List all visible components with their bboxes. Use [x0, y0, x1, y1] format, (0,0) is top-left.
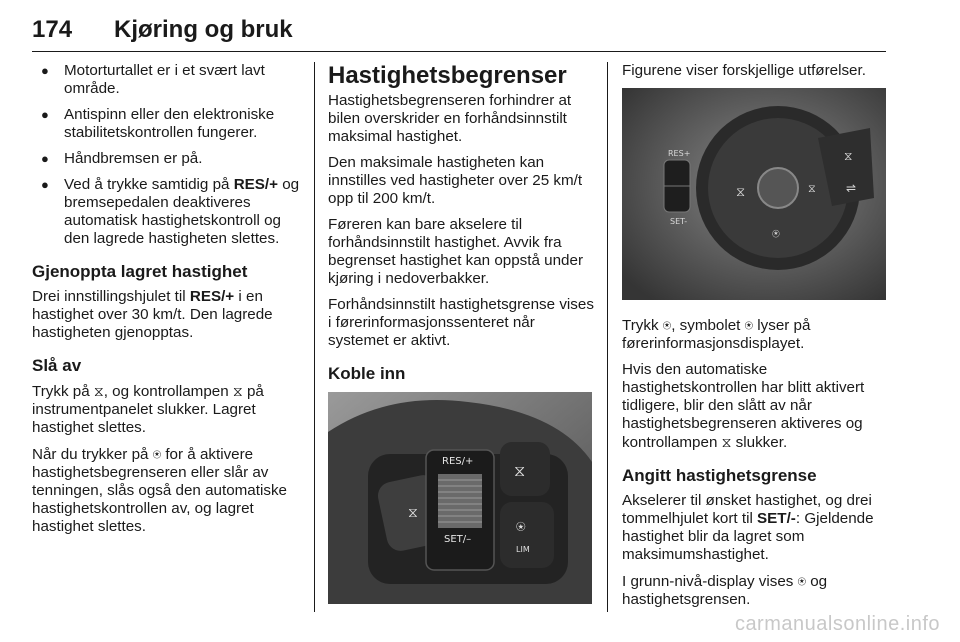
- column-divider: [314, 62, 315, 612]
- set-label: SET-: [670, 217, 688, 226]
- res-label: RES+: [668, 149, 691, 158]
- speed-limiter-icon: ⍟: [662, 317, 672, 333]
- resume-text: Drei innstillingshjulet til RES/+ i en hastighet over 30 km/t. Den lagrede hastigheten gjenopptas.: [32, 288, 273, 341]
- speed-limiter-icon: ⍟: [516, 517, 526, 536]
- heading-set-limit: Angitt hastighetsgrense: [622, 466, 817, 485]
- heading-speed-limiter: Hastighetsbegrenser: [328, 62, 567, 89]
- set-limit-text: Akselerer til ønsket hastighet, og drei tommelhjulet kort til SET/-: Gjeldende hastighet blir da lagret som maksimumshastighet.: [622, 492, 874, 563]
- steering-controls-figure-1: [328, 392, 592, 604]
- condition-list: [32, 62, 302, 248]
- cruise-control-icon: ⧖: [736, 185, 746, 200]
- page-number: 174: [32, 16, 73, 43]
- column-divider: [607, 62, 608, 612]
- paragraph: Forhåndsinnstilt hastighetsgrense vises i førerinformasjonssenteret når systemet er aktivt.: [328, 296, 594, 349]
- chapter-title: Kjøring og bruk: [114, 16, 293, 43]
- speed-limiter-icon: ⍟: [797, 573, 806, 589]
- column-3: [622, 62, 890, 617]
- cruise-control-icon: ⧖: [232, 383, 243, 399]
- paragraph: Hastighetsbegrenseren forhindrer at bilen overskrider en forhåndsinnstilt maksimal hastighet.: [328, 92, 572, 145]
- off-text-2: Når du trykker på ⍟ for å aktivere hastighetsbegrenseren eller slår av tenningen, slås også den automatiske hastighetskontrollen av, og lagret hastighet slettes.: [32, 446, 287, 535]
- cruise-control-icon: ⧖: [808, 182, 816, 195]
- cruise-control-icon: ⧖: [844, 149, 853, 163]
- lim-label: LIM: [516, 545, 530, 554]
- cruise-control-icon: ⧖: [408, 505, 418, 521]
- speed-limiter-icon: ⍟: [772, 227, 780, 242]
- prev-cruise-text: Hvis den automatiske hastighetskontrollen har blitt aktivert tidligere, blir den slått av når hastighetsbegrenseren aktiveres og kontrollampen ⧖ slukker.: [622, 361, 865, 451]
- list-item: ● Antispinn eller den elektroniske stabilitetskontrollen fungerer.: [41, 106, 275, 141]
- steering-controls-figure-2: [622, 88, 886, 300]
- column-1: [32, 62, 302, 544]
- speed-limiter-icon: ⍟: [152, 446, 162, 462]
- paragraph: Den maksimale hastigheten kan innstilles ved hastigheter over 25 km/t opp til 200 km/t.: [328, 154, 583, 207]
- cruise-control-icon: ⧖: [514, 461, 526, 480]
- page-header: [32, 6, 886, 52]
- heading-off: Slå av: [32, 356, 82, 375]
- figure-intro: Figurene viser forskjellige utførelser.: [622, 62, 866, 79]
- heading-engage: Koble inn: [328, 364, 406, 383]
- off-text-1: Trykk på ⧖, og kontrollampen ⧖ på instrumentpanelet slukker. Lagret hastighet slettes.: [32, 383, 264, 436]
- list-item: ● Motorturtallet er i et svært lavt område.: [41, 62, 265, 97]
- cruise-control-icon: ⧖: [93, 383, 104, 399]
- set-label: SET/–: [444, 534, 472, 545]
- cruise-control-icon: ⧖: [721, 434, 732, 450]
- basic-display-text: I grunn-nivå-display vises ⍟ og hastighetsgrensen.: [622, 573, 828, 608]
- list-item: ● Ved å trykke samtidig på RES/+ og bremsepedalen deaktiveres automatisk hastighetskontroll og den lagrede hastigheten slettes.: [41, 176, 300, 247]
- watermark: carmanualsonline.info: [734, 613, 940, 635]
- speed-limiter-icon: ⍟: [744, 317, 754, 333]
- heading-resume: Gjenoppta lagret hastighet: [32, 262, 248, 281]
- press-text: Trykk ⍟, symbolet ⍟ lyser på førerinformasjonsdisplayet.: [622, 317, 811, 352]
- list-item: ● Håndbremsen er på.: [41, 150, 203, 167]
- res-label: RES/+: [442, 456, 474, 467]
- column-2: [328, 62, 594, 604]
- car-distance-icon: ⇌: [846, 181, 857, 195]
- paragraph: Føreren kan bare akselere til forhåndsinnstilt hastighet. Avvik fra begrenset hastighet kan oppstå under kjøring i nedoverbakker.: [328, 216, 583, 287]
